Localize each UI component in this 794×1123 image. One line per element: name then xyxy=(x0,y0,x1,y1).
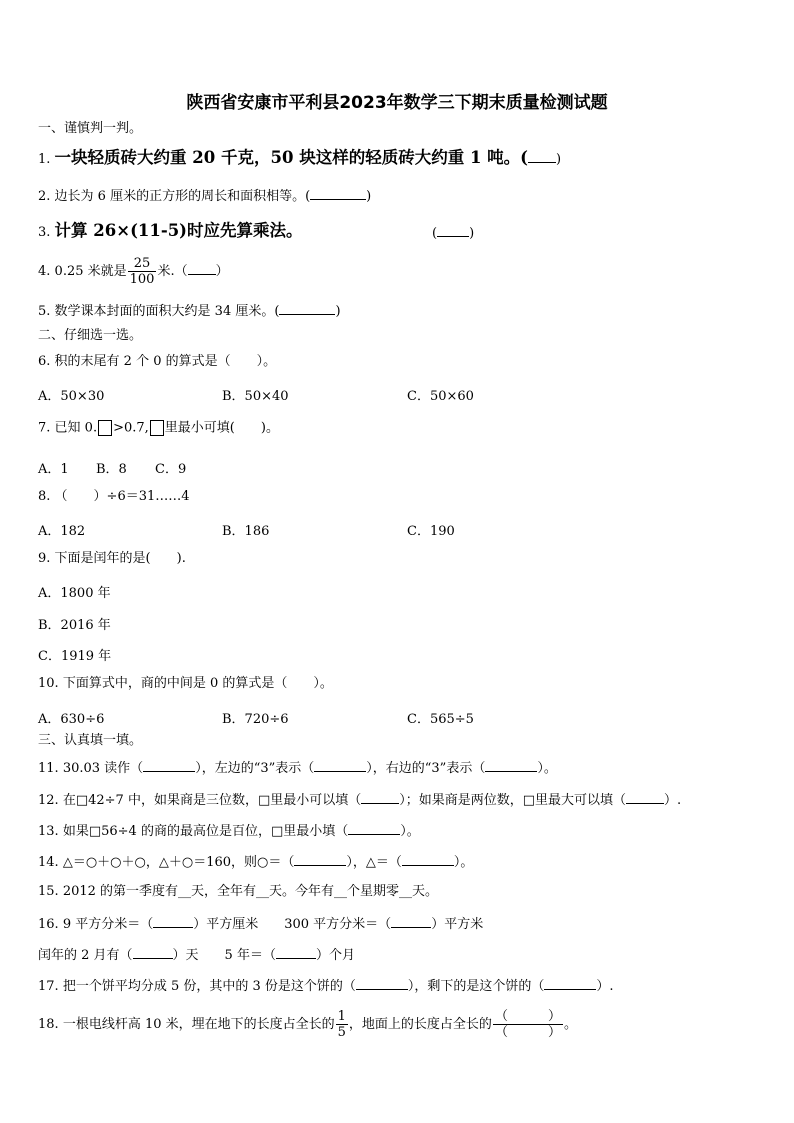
question-7: 7. 已知 0. >0.7, 里最小可填( )。 xyxy=(38,420,279,436)
answer-blank[interactable] xyxy=(402,853,454,866)
answer-blank[interactable] xyxy=(437,224,469,237)
question-11: 11. 30.03 读作（ ），左边的“3”表示（ ），右边的“3”表示（ ）。 xyxy=(38,761,557,776)
option-c[interactable]: C．1919 年 xyxy=(38,649,112,664)
question-4: 4. 0.25 米就是 $\frac{25}{100}$ 米.（ ） xyxy=(38,256,229,287)
option-c[interactable]: C．565÷5 xyxy=(407,712,474,727)
fraction: $\frac{25}{100}$ xyxy=(129,256,155,287)
option-b[interactable]: B．2016 年 xyxy=(38,618,111,633)
fraction-blank[interactable]: $\frac{( )}{( )}$ xyxy=(494,1009,561,1040)
question-3 xyxy=(38,223,302,241)
option-a[interactable]: A．1800 年 xyxy=(38,586,111,601)
question-9: 9. 下面是闰年的是( ). xyxy=(38,551,186,566)
option-b[interactable]: B．50×40 xyxy=(222,389,289,404)
answer-blank[interactable] xyxy=(391,915,431,928)
option-a[interactable]: A．182 xyxy=(38,524,86,539)
answer-blank[interactable] xyxy=(544,977,596,990)
question-text: 一块轻质砖大约重 20 千克，50 块这样的轻质砖大约重 1 吨。( xyxy=(54,148,528,167)
question-8: 8. （ ）÷6＝31……4 xyxy=(38,489,190,504)
question-number: 3. xyxy=(38,225,51,240)
option-b[interactable]: B．720÷6 xyxy=(222,712,289,727)
answer-blank[interactable] xyxy=(528,150,556,163)
option-c[interactable]: C．190 xyxy=(407,524,455,539)
question-13: 13. 如果□56÷4 的商的最高位是百位，□里最小填（ ）。 xyxy=(38,824,420,839)
section-heading-2: 二、仔细选一选。 xyxy=(38,328,143,343)
section-heading-3: 三、认真填一填。 xyxy=(38,733,143,748)
answer-blank[interactable] xyxy=(348,822,400,835)
question-1: 1. 一块轻质砖大约重 20 千克，50 块这样的轻质砖大约重 1 吨。( ) xyxy=(38,148,562,167)
answer-blank[interactable] xyxy=(143,759,195,772)
answer-blank[interactable] xyxy=(314,759,366,772)
answer-blank[interactable] xyxy=(485,759,537,772)
option-a[interactable]: A．630÷6 xyxy=(38,712,105,727)
question-17: 17. 把一个饼平均分成 5 份，其中的 3 份是这个饼的（ ），剩下的是这个饼的（ ）. xyxy=(38,979,614,994)
question-text: 计算 26×(11-5)时应先算乘法。 xyxy=(54,221,303,240)
option-a[interactable]: A．1 xyxy=(38,462,69,477)
answer-blank[interactable] xyxy=(294,853,346,866)
answer-blank[interactable] xyxy=(279,302,335,315)
question-6: 6. 积的末尾有 2 个 0 的算式是（ ）。 xyxy=(38,354,277,369)
question-12: 12. 在□42÷7 中，如果商是三位数，□里最小可以填（ ）；如果商是两位数，□里最大可以填（ ）. xyxy=(38,793,682,808)
answer-blank[interactable] xyxy=(310,187,366,200)
fraction: $\frac{1}{5}$ xyxy=(337,1009,346,1040)
answer-blank[interactable] xyxy=(133,946,173,959)
question-16: 16. 9 平方分米＝（ ）平方厘米 300 平方分米＝（ ）平方米 xyxy=(38,917,484,932)
question-text: 边长为 6 厘米的正方形的周长和面积相等。( xyxy=(54,189,311,204)
answer-blank[interactable] xyxy=(188,262,216,275)
question-14: 14. △＝○＋○＋○，△＋○＝160，则○＝（ ），△＝（ ）。 xyxy=(38,855,474,870)
question-text: 数学课本封面的面积大约是 34 厘米。( xyxy=(54,304,280,319)
question-number: 2. xyxy=(38,189,51,204)
question-18: 18. 一根电线杆高 10 米，埋在地下的长度占全长的 $\frac{1}{5}$ ，地面上的长度占全长的 $\frac{( )}{( )}$ 。 xyxy=(38,1009,577,1040)
option-b[interactable]: B．186 xyxy=(222,524,270,539)
answer-blank[interactable] xyxy=(361,791,399,804)
answer-blank[interactable] xyxy=(276,946,316,959)
answer-blank[interactable] xyxy=(626,791,664,804)
answer-blank[interactable] xyxy=(153,915,193,928)
option-c[interactable]: C．9 xyxy=(155,462,187,477)
answer-blank[interactable] xyxy=(356,977,408,990)
digit-box xyxy=(150,420,164,436)
question-number: 5. xyxy=(38,304,51,319)
question-10: 10. 下面算式中，商的中间是 0 的算式是（ ）。 xyxy=(38,676,333,691)
question-number: 1. xyxy=(38,152,51,167)
question-16-continued: 闰年的 2 月有（ ）天 5 年＝（ ）个月 xyxy=(38,948,355,963)
option-c[interactable]: C．50×60 xyxy=(407,389,474,404)
question-2: 2. 边长为 6 厘米的正方形的周长和面积相等。( ) xyxy=(38,189,372,204)
section-heading-1: 一、谨慎判一判。 xyxy=(38,121,143,136)
page-title: 陕西省安康市平利县2023年数学三下期末质量检测试题 xyxy=(186,93,608,113)
question-3-answer: ( ) xyxy=(432,226,475,241)
option-a[interactable]: A．50×30 xyxy=(38,389,105,404)
question-15: 15. 2012 的第一季度有__天，全年有__天。今年有__个星期零__天。 xyxy=(38,884,439,899)
digit-box xyxy=(98,420,112,436)
question-5: 5. 数学课本封面的面积大约是 34 厘米。( ) xyxy=(38,304,341,319)
option-b[interactable]: B．8 xyxy=(96,462,127,477)
question-number: 4. xyxy=(38,264,51,279)
